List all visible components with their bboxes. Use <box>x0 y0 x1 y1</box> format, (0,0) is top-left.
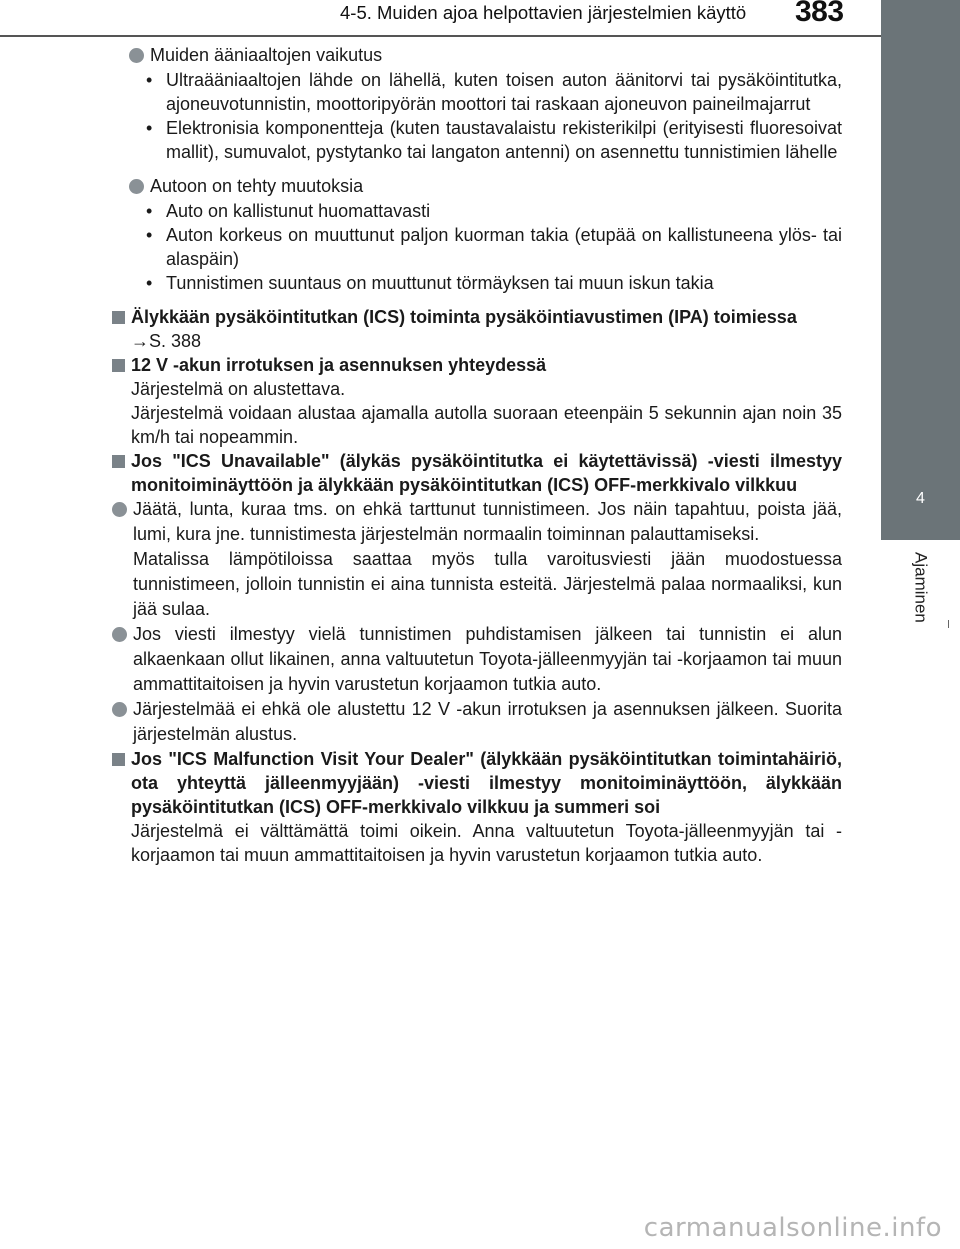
subitem-text: Matalissa lämpötiloissa saattaa myös tulla varoitusviesti jään muodostuessa tunnistimeen, jolloin tunnistin ei aina tunnista esteitä. Järjestelmä palaa normaaliksi, kun jää sulaa. <box>133 549 842 619</box>
watermark: carmanualsonline.info <box>643 1213 942 1243</box>
subheading-sound-waves <box>112 43 842 68</box>
page-content <box>112 43 842 867</box>
paragraph <box>112 819 842 867</box>
section-heading-battery <box>112 353 842 377</box>
square-bullet-icon <box>112 311 125 324</box>
square-bullet-icon <box>112 753 125 766</box>
circle-bullet-icon <box>112 502 127 517</box>
section-heading-ics-unavailable <box>112 449 842 497</box>
section-heading-ics-ipa <box>112 305 842 329</box>
chapter-number: 4 <box>916 490 925 507</box>
circle-bullet-icon <box>112 627 127 642</box>
page-number: 383 <box>795 0 844 28</box>
paragraph <box>112 377 842 449</box>
circle-bullet-icon <box>112 702 127 717</box>
subitem-still-showing <box>95 622 842 697</box>
bullet-list <box>146 199 842 295</box>
list-item: • Ultraääniaaltojen lähde on lähellä, kuten toisen auton äänitorvi tai pysäköintitutka, ajoneuvotunnistin, moottoripyörän moottori tai raskaan ajoneuvon paineilmajarrut <box>146 68 842 116</box>
section-heading-text: Jos "ICS Malfunction Visit Your Dealer" (älykkään pysäköintitutkan toimintahäiriö, ota yhteyttä jälleenmyyjään) -viesti ilmestyy monitoiminäyttöön, älykkään pysäköintitutkan (ICS) OFF-merkkivalo vilkkuu ja summeri soi <box>131 749 842 817</box>
square-bullet-icon <box>112 359 125 372</box>
section-title: 4-5. Muiden ajoa helpottavien järjestelmien käyttö <box>340 2 747 23</box>
subheading-text: Autoon on tehty muutoksia <box>150 176 364 196</box>
subitem-text: Järjestelmää ei ehkä ole alustettu 12 V -akun irrotuksen ja asennuksen jälkeen. Suorita järjestelmän alustus. <box>133 699 842 744</box>
list-item: • Tunnistimen suuntaus on muuttunut törmäyksen tai muun iskun takia <box>146 271 842 295</box>
list-item: • Auton korkeus on muuttunut paljon kuorman takia (etupää on kallistuneena ylös- tai alaspäin) <box>146 223 842 271</box>
paragraph-line: Järjestelmä ei välttämättä toimi oikein. Anna valtuutetun Toyota-jälleenmyyjän tai -korjaamon tai muun ammattitaitoisen ja hyvin varustetun korjaamon tutkia auto. <box>131 821 842 865</box>
circle-bullet-icon <box>129 48 144 63</box>
page-reference[interactable]: →S. 388 <box>131 331 202 351</box>
section-heading-text: Älykkään pysäköintitutkan (ICS) toiminta pysäköintiavustimen (IPA) toimiessa <box>131 307 797 327</box>
circle-bullet-icon <box>129 179 144 194</box>
chapter-label: Ajaminen <box>911 552 931 623</box>
paragraph-line: Järjestelmä on alustettava. <box>131 379 346 399</box>
subitem-text: Jäätä, lunta, kuraa tms. on ehkä tarttunut tunnistimeen. Jos näin tapahtuu, poista jää, lumi, kura jne. tunnistimesta järjestelmän normaalin toiminnan palauttamiseksi. <box>133 499 842 544</box>
paragraph-line: Järjestelmä voidaan alustaa ajamalla autolla suoraan eteenpäin 5 sekunnin ajan noin 35 km/h tai nopeammin. <box>131 403 842 447</box>
chapter-tab <box>881 458 960 540</box>
header-divider <box>0 35 881 37</box>
section-heading-ics-malfunction <box>112 747 842 819</box>
section-heading-text: 12 V -akun irrotuksen ja asennuksen yhteydessä <box>131 355 547 375</box>
bullet-list <box>146 68 842 164</box>
side-tab-bar <box>881 0 960 458</box>
square-bullet-icon <box>112 455 125 468</box>
chapter-label-tab <box>881 540 960 670</box>
section-heading-text: Jos "ICS Unavailable" (älykäs pysäköintitutka ei käytettävissä) -viesti ilmestyy monitoiminäyttöön ja älykkään pysäköintitutkan (ICS) OFF-merkkivalo vilkkuu <box>131 451 842 495</box>
subitem-not-initialized <box>95 697 842 747</box>
subitem-ice-snow <box>95 497 842 622</box>
subheading-text: Muiden ääniaaltojen vaikutus <box>150 45 383 65</box>
list-item: • Auto on kallistunut huomattavasti <box>146 199 842 223</box>
list-item: • Elektronisia komponentteja (kuten taustavalaistu rekisterikilpi (erityisesti fluoresoivat mallit), sumuvalot, pystytanko tai langaton antenni) on asennettu tunnistimien lähelle <box>146 116 842 164</box>
subheading-modifications <box>112 174 842 199</box>
subitem-text: Jos viesti ilmestyy vielä tunnistimen puhdistamisen jälkeen tai tunnistin ei alun alkaenkaan ollut likainen, anna valtuutetun Toyota-jälleenmyyjän tai -korjaamon tai muun ammattitaitoisen ja hyvin varustetun korjaamon tutkia auto. <box>133 624 842 694</box>
tab-tick-mark <box>948 620 949 628</box>
